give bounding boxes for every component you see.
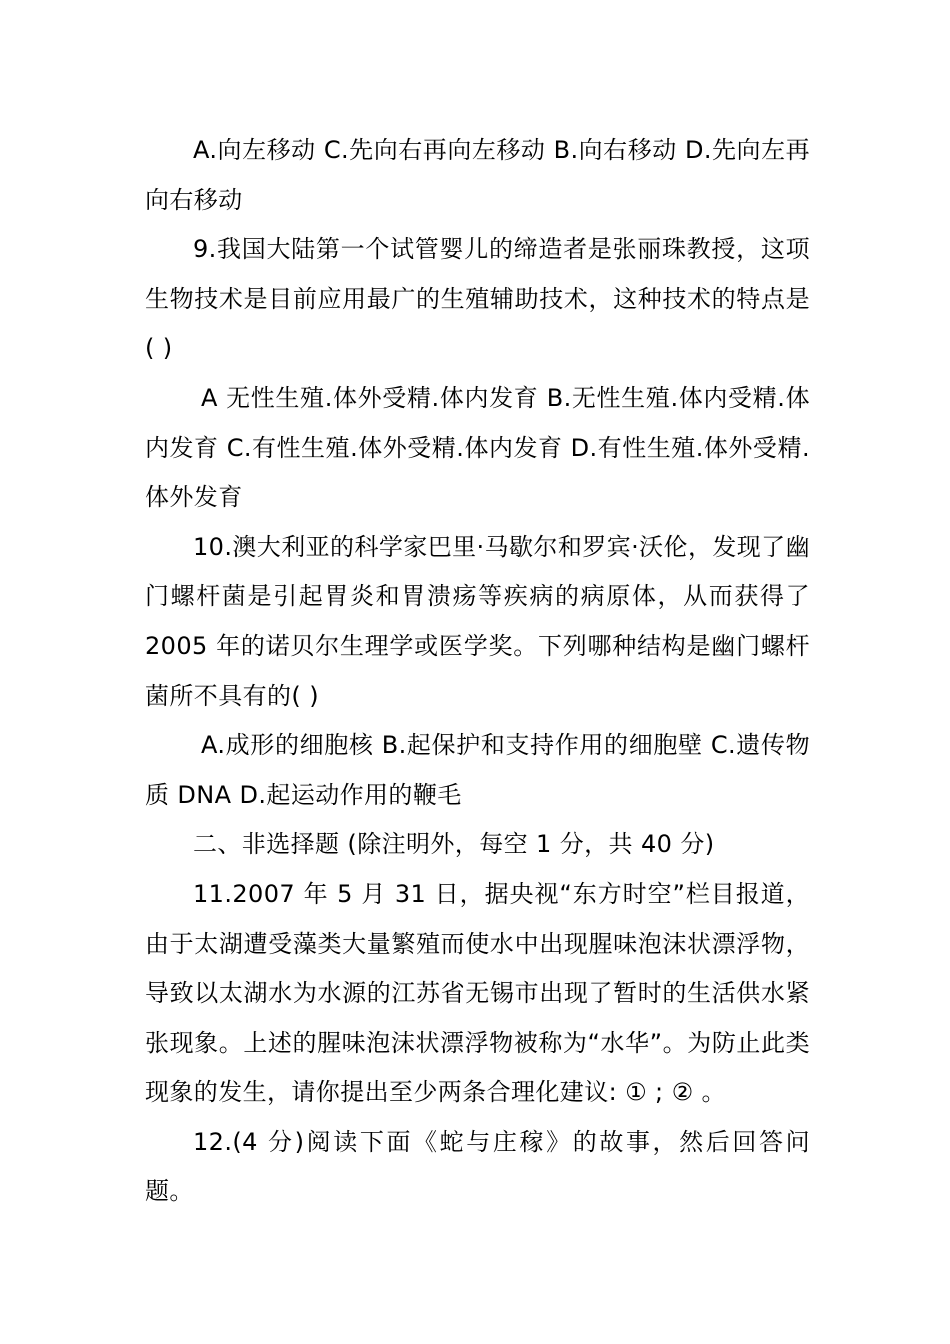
question-11: 11.2007 年 5 月 31 日，据央视“东方时空”栏目报道，由于太湖遭受藻类大量繁殖而使水中出现腥味泡沫状漂浮物，导致以太湖水为水源的江苏省无锡市出现了暂时的生活供水紧张现象。上述的腥味泡沫状漂浮物被称为“水华”。为防止此类现象的发生，请你提出至少两条合理化建议: ① ; ② 。 — [145, 879, 810, 1107]
section-heading: 二、非选择题 (除注明外，每空 1 分，共 40 分) — [193, 830, 715, 859]
document-page — [145, 126, 810, 1217]
question-8-options: A.向左移动 C.先向右再向左移动 B.向右移动 D.先向左再向右移动 — [145, 136, 810, 214]
question-9: 9.我国大陆第一个试管婴儿的缔造者是张丽珠教授，这项生物技术是目前应用最广的生殖辅助技术，这种技术的特点是( ) — [145, 235, 810, 363]
question-9-options: A 无性生殖.体外受精.体内发育 B.无性生殖.体内受精.体内发育 C.有性生殖.体外受精.体内发育 D.有性生殖.体外受精.体外发育 — [145, 383, 810, 512]
question-10-options: A.成形的细胞核 B.起保护和支持作用的细胞壁 C.遗传物质 DNA D.起运动作用的鞭毛 — [145, 731, 810, 809]
question-12: 12.(4 分)阅读下面《蛇与庄稼》的故事，然后回答问题。 — [145, 1127, 810, 1206]
question-10: 10.澳大利亚的科学家巴里·马歇尔和罗宾·沃伦，发现了幽门螺杆菌是引起胃炎和胃溃疡等疾病的病原体，从而获得了 2005 年的诺贝尔生理学或医学奖。下列哪种结构是幽门螺杆菌所不具有的( ) — [145, 532, 810, 710]
